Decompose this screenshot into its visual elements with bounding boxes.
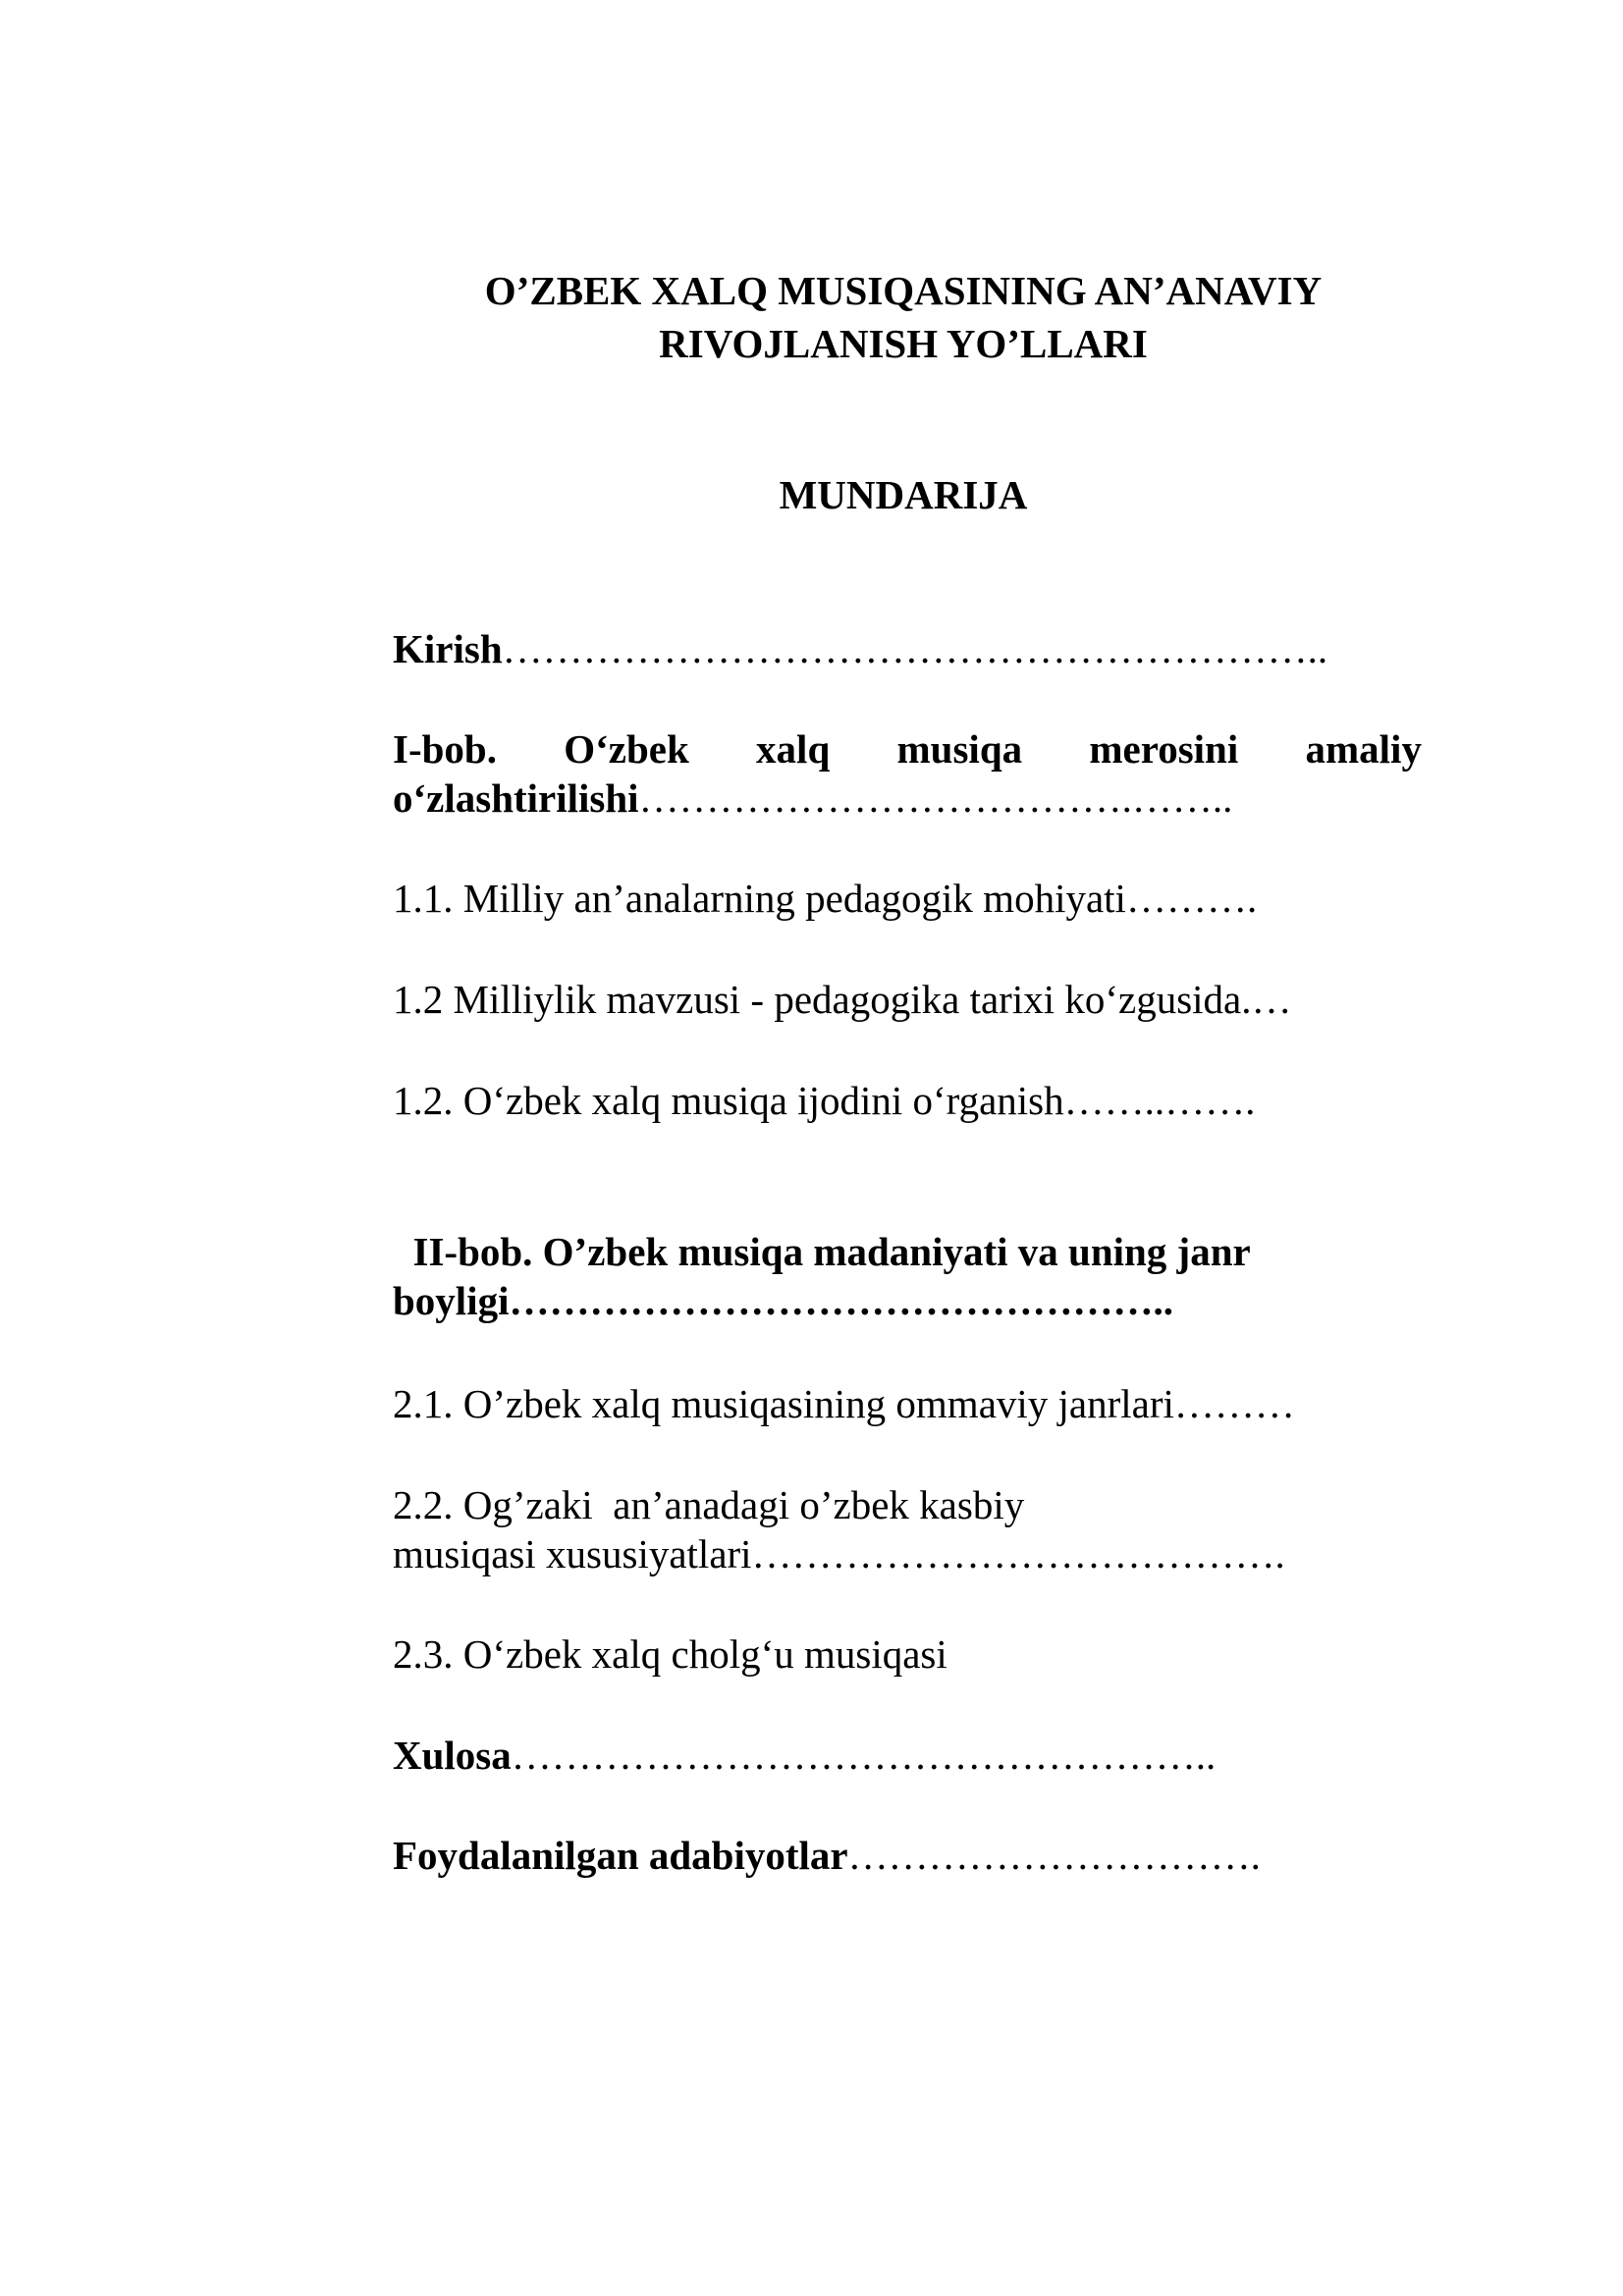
toc-entry-label: Foydalanilgan adabiyotlar [393,1833,848,1878]
chapter-1-word: xalq [756,726,831,772]
toc-leader-dots: …………………………. [847,1833,1261,1878]
toc-entry-kirish[interactable] [393,624,1424,673]
toc-entry-chapter-1[interactable] [393,724,1424,823]
toc-entry-chapter-2[interactable] [393,1227,1424,1325]
toc-entry-1-2[interactable]: 1.2 Milliylik mavzusi - pedagogika tarixi ko‘zgusida.… [393,977,1292,1022]
toc-entry-label: o‘zlashtirilishi [393,775,639,821]
chapter-1-word: amaliy [1305,726,1422,772]
toc-entry-2-3[interactable]: 2.3. O‘zbek xalq cholg‘u musiqasi [393,1631,947,1677]
chapter-2-line-2: boyligi………………………………………….. [393,1278,1173,1323]
toc-entry-1-1[interactable]: 1.1. Milliy an’analarning pedagogik mohiyati………. [393,876,1258,921]
toc-entry-1-3[interactable]: 1.2. O‘zbek xalq musiqa ijodini o‘rganish……..……. [393,1078,1256,1123]
toc-entry-2-1[interactable]: 2.1. O’zbek xalq musiqasining ommaviy janrlari……… [393,1381,1295,1426]
chapter-1-word: O‘zbek [564,726,689,772]
chapter-1-word: musiqa [896,726,1023,772]
toc-heading: MUNDARIJA [779,472,1028,517]
toc-entry-2-2-line-1: 2.2. Og’zaki an’anadagi o’zbek kasbiy [393,1482,1025,1527]
chapter-1-line-1 [393,724,1422,774]
document-title-line-2: RIVOJLANISH YO’LLARI [659,321,1148,366]
chapter-1-line-2 [393,774,1424,823]
toc-entry-2-2-line-2: musiqasi xususiyatlari…………………………………. [393,1531,1285,1576]
toc-entry-2-2[interactable] [393,1480,1424,1578]
toc-entry-adabiyotlar[interactable] [393,1831,1424,1880]
toc-leader-dots: …………………………………………………….. [502,626,1328,671]
chapter-1-word: merosini [1089,726,1239,772]
document-title-line-1: O’ZBEK XALQ MUSIQASINING AN’ANAVIY [484,268,1323,313]
toc-entry-label: Xulosa [393,1733,512,1778]
toc-leader-dots: ……………………………….…….. [638,775,1233,821]
toc-leader-dots: …………………………………………….. [511,1733,1217,1778]
chapter-2-line-1: II-bob. O’zbek musiqa madaniyati va uning janr [393,1229,1251,1274]
chapter-1-word: I-bob. [393,726,497,772]
toc-entry-xulosa[interactable] [393,1731,1424,1780]
toc-entry-label: Kirish [393,626,503,671]
